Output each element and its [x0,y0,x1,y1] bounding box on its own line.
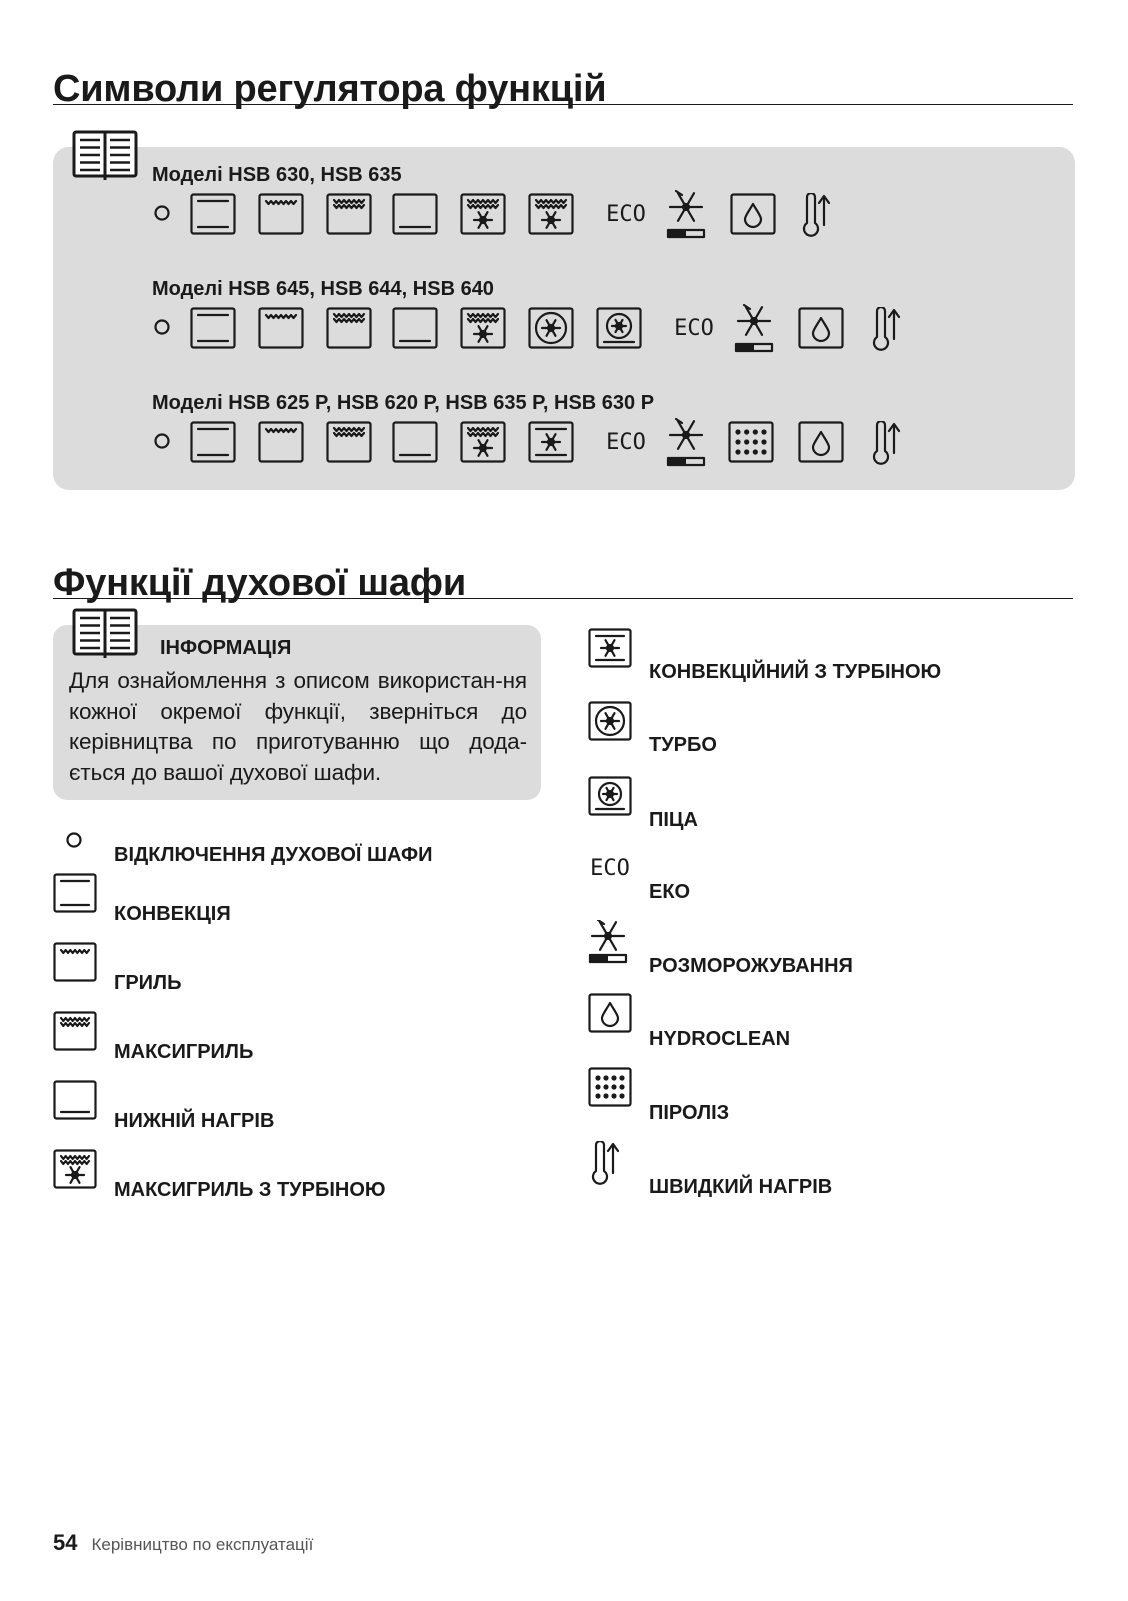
svg-text:ECO: ECO [590,856,630,881]
off-icon [152,307,172,347]
book-icon [72,608,138,660]
quick-heat-icon [798,193,834,239]
convection-icon [53,873,97,913]
defrost-icon [730,301,778,353]
defrost-icon [662,187,710,239]
section-heading-functions-text: Функції духової шафи [53,562,467,604]
info-text: Для ознайомлення з описом використан-ня кожної окремої функції, зверніться до керівництва по приготуванню що дода-ється до вашої духової шафи. [69,668,527,785]
defrost-icon [588,920,628,964]
quick-heat-icon [588,1141,622,1187]
section-heading-functions [53,560,1073,604]
quick-heat-icon [868,421,904,467]
hydroclean-icon [588,993,632,1033]
maxigrill-turbo-icon [460,193,506,235]
section-heading-symbols [53,66,1073,110]
legend-label: ГРИЛЬ [114,972,182,994]
grill-icon [258,307,304,349]
grill-icon [53,942,97,982]
section-heading-symbols-text: Символи регулятора функцій [53,68,607,110]
legend-label: КОНВЕКЦІЙНИЙ З ТУРБІНОЮ [649,661,942,683]
legend-label: HYDROCLEAN [649,1028,791,1050]
maxigrill-icon [53,1011,97,1051]
pyrolysis-icon [588,1067,632,1107]
maxigrill-icon [326,307,372,349]
grill-icon [258,421,304,463]
maxigrill-turbo-icon [460,421,506,463]
eco-icon [598,421,654,461]
page-footer [53,1530,313,1556]
defrost-icon [662,415,710,467]
legend-label: РОЗМОРОЖУВАННЯ [649,955,853,977]
svg-text:ECO: ECO [606,430,646,455]
page-number: 54 [53,1530,78,1555]
info-title: ІНФОРМАЦІЯ [160,637,292,659]
grill-icon [258,193,304,235]
bottom-heat-icon [392,421,438,463]
svg-text:ECO: ECO [606,202,646,227]
eco-icon [666,307,722,347]
pizza-icon [596,307,642,349]
legend-label: ПІРОЛІЗ [649,1102,730,1124]
convection-icon [190,421,236,463]
quick-heat-icon [868,307,904,353]
bottom-heat-icon [392,307,438,349]
hydroclean-icon [798,421,844,463]
bottom-heat-icon [53,1080,97,1120]
book-icon [72,130,138,182]
turbo-icon [588,701,632,741]
pizza-icon [588,776,632,816]
eco-icon [598,193,654,233]
eco-icon [588,853,632,881]
svg-text:ECO: ECO [674,316,714,341]
legend-label: МАКСИГРИЛЬ [114,1041,254,1063]
hydroclean-icon [798,307,844,349]
footer-text: Керівництво по експлуатації [91,1535,314,1554]
maxigrill-turbo-icon [460,307,506,349]
hydroclean-icon [730,193,776,235]
legend-label: НИЖНІЙ НАГРІВ [114,1110,275,1132]
convection-turbo-icon [588,628,632,668]
legend-label: ТУРБО [649,734,717,756]
off-icon [152,421,172,461]
convection-icon [190,307,236,349]
legend-label: ВІДКЛЮЧЕННЯ ДУХОВОЇ ШАФИ [114,844,433,866]
convection-icon [190,193,236,235]
legend-label: ПІЦА [649,809,698,831]
maxigrill-icon [326,421,372,463]
maxigrill-icon [326,193,372,235]
bottom-heat-icon [392,193,438,235]
legend-label: ШВИДКИЙ НАГРІВ [649,1176,833,1198]
off-icon [64,829,84,851]
legend-label: МАКСИГРИЛЬ З ТУРБІНОЮ [114,1179,386,1201]
legend-label: ЕКО [649,881,691,903]
convection-turbo-icon [528,421,574,463]
model-group-title-3: Моделі HSB 625 P, HSB 620 P, HSB 635 P, HSB 630 P [152,392,655,414]
maxigrill-turbo-icon [53,1149,97,1189]
pyrolysis-icon [728,421,774,463]
turbo-icon [528,307,574,349]
off-icon [152,193,172,233]
maxigrill-turbo-icon [528,193,574,235]
model-group-title-1: Моделі HSB 630, HSB 635 [152,164,402,186]
legend-label: КОНВЕКЦІЯ [114,903,231,925]
model-group-title-2: Моделі HSB 645, HSB 644, HSB 640 [152,278,494,300]
